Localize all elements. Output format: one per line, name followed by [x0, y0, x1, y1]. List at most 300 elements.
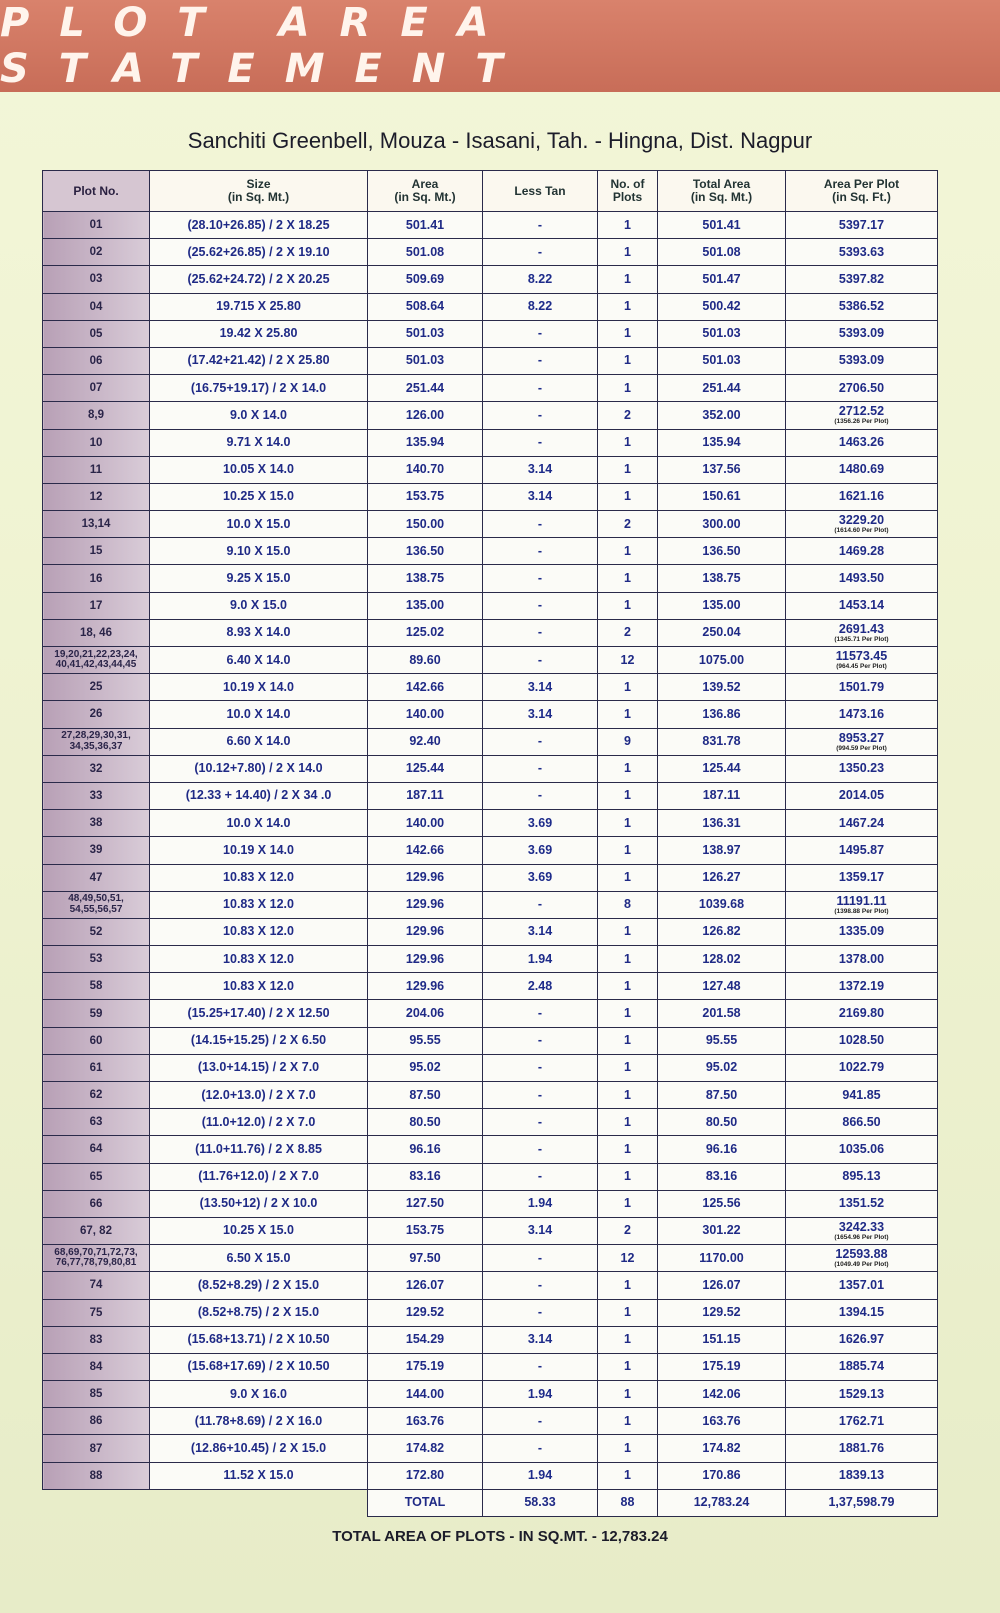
cell-size-text: 10.25 X 15.0 [223, 489, 294, 504]
cell-no-of-plots-text: 1 [624, 978, 631, 993]
cell-less-tan-text: - [537, 1060, 543, 1075]
cell-total-area [658, 1054, 786, 1081]
table-row [43, 728, 938, 755]
cell-no-of-plots [598, 837, 658, 864]
per-plot-note: (1614.60 Per Plot) [834, 527, 889, 535]
cell-less-tan-text: - [537, 407, 543, 422]
cell-area [368, 347, 483, 374]
cell-area-per-plot [786, 1435, 938, 1462]
cell-plot-no [43, 674, 150, 701]
cell-less-tan [483, 1272, 598, 1299]
cell-size-text: (11.78+8.69) / 2 X 16.0 [194, 1413, 323, 1428]
cell-plot-no-text: 19,20,21,22,23,24, 40,41,42,43,44,45 [54, 648, 138, 671]
cell-plot-no-text: 47 [89, 871, 103, 884]
cell-area-per-plot-text: 1881.76 [838, 1440, 885, 1455]
cell-total-area-text: 136.86 [702, 706, 741, 721]
cell-total-area-text: 87.50 [705, 1087, 738, 1102]
cell-area-per-plot-text: 1351.52 [838, 1196, 885, 1211]
cell-no-of-plots-text: 9 [624, 734, 631, 749]
cell-no-of-plots [598, 592, 658, 619]
cell-no-of-plots-text: 1 [624, 598, 631, 613]
cell-plot-no [43, 973, 150, 1000]
cell-no-of-plots [598, 1408, 658, 1435]
cell-area [368, 456, 483, 483]
cell-area-text: 501.03 [405, 353, 445, 368]
cell-plot-no-text: 26 [89, 708, 103, 721]
cell-size [150, 565, 368, 592]
cell-total-area [658, 212, 786, 239]
cell-no-of-plots [598, 728, 658, 755]
cell-plot-no [43, 375, 150, 402]
cell-area-per-plot [786, 1299, 938, 1326]
cell-total-area-text: 136.31 [702, 815, 741, 830]
cell-size-text: 6.50 X 15.0 [226, 1250, 291, 1265]
cell-area-text: 138.75 [405, 570, 445, 585]
cell-less-tan-text: - [537, 570, 543, 585]
cell-total-area-text: 96.16 [705, 1141, 738, 1156]
cell-area [368, 402, 483, 429]
cell-area-per-plot-text: 1378.00 [838, 951, 885, 966]
cell-no-of-plots-text: 1 [624, 1386, 631, 1401]
cell-area [368, 239, 483, 266]
cell-no-of-plots-text: 1 [624, 435, 631, 450]
table-row [43, 918, 938, 945]
cell-area-per-plot-text: 1453.14 [838, 598, 885, 613]
cell-area-per-plot-text: 11573.45 [835, 649, 888, 664]
cell-total-area [658, 1163, 786, 1190]
cell-area-per-plot-text: 1621.16 [838, 489, 885, 504]
cell-less-tan-text: 1.94 [527, 1468, 553, 1483]
cell-plot-no [43, 918, 150, 945]
cell-plot-no [43, 1245, 150, 1272]
cell-area-per-plot-text: 1493.50 [838, 570, 885, 585]
cell-total-area [658, 592, 786, 619]
cell-total-area-text: 1075.00 [698, 652, 745, 667]
cell-total-area [658, 239, 786, 266]
cell-size [150, 347, 368, 374]
cell-area-per-plot-text: 1335.09 [838, 924, 885, 939]
cell-area-per-plot [786, 1462, 938, 1489]
cell-area [368, 1272, 483, 1299]
cell-no-of-plots-text: 1 [624, 1332, 631, 1347]
cell-area-per-plot-text: 1473.16 [838, 706, 885, 721]
cell-area-text: 204.06 [405, 1005, 445, 1020]
cell-less-tan [483, 429, 598, 456]
cell-area-text: 95.55 [409, 1033, 441, 1048]
total-area: 12,783.24 [658, 1489, 786, 1516]
cell-size [150, 266, 368, 293]
cell-size-text: (13.0+14.15) / 2 X 7.0 [197, 1060, 320, 1075]
cell-size [150, 1299, 368, 1326]
cell-area-per-plot [786, 347, 938, 374]
cell-less-tan-text: 3.14 [527, 1332, 553, 1347]
cell-size-text: 9.71 X 14.0 [226, 435, 291, 450]
cell-plot-no [43, 1326, 150, 1353]
cell-total-area [658, 266, 786, 293]
cell-area [368, 1462, 483, 1489]
cell-no-of-plots-text: 1 [624, 299, 631, 314]
cell-area-per-plot-text: 1495.87 [838, 842, 885, 857]
cell-area-text: 126.00 [405, 407, 445, 422]
cell-area-text: 163.76 [405, 1413, 445, 1428]
cell-area-per-plot [786, 619, 938, 646]
cell-area-per-plot-text: 2706.50 [838, 380, 885, 395]
cell-area-per-plot [786, 375, 938, 402]
cell-area-text: 92.40 [409, 734, 441, 749]
cell-area-text: 140.00 [405, 815, 445, 830]
cell-no-of-plots-text: 1 [624, 842, 631, 857]
cell-no-of-plots-text: 1 [624, 788, 631, 803]
cell-total-area-text: 138.97 [702, 842, 741, 857]
cell-less-tan-text: - [537, 788, 543, 803]
cell-area [368, 266, 483, 293]
cell-size-text: (25.62+24.72) / 2 X 20.25 [187, 271, 330, 286]
cell-plot-no [43, 320, 150, 347]
cell-area-text: 96.16 [409, 1141, 441, 1156]
cell-less-tan [483, 619, 598, 646]
cell-no-of-plots [598, 1082, 658, 1109]
cell-no-of-plots-text: 1 [624, 1141, 631, 1156]
cell-total-area [658, 755, 786, 782]
cell-area-per-plot [786, 864, 938, 891]
cell-total-area-text: 142.06 [702, 1386, 741, 1401]
cell-plot-no-text: 74 [89, 1279, 103, 1292]
cell-size [150, 1217, 368, 1244]
cell-area-per-plot [786, 946, 938, 973]
table-row [43, 619, 938, 646]
table-row [43, 1326, 938, 1353]
cell-total-area-text: 251.44 [702, 380, 741, 395]
cell-no-of-plots-text: 12 [620, 652, 635, 667]
cell-size-text: (17.42+21.42) / 2 X 25.80 [187, 353, 330, 368]
cell-plot-no-text: 13,14 [81, 518, 111, 531]
table-row [43, 266, 938, 293]
cell-area [368, 782, 483, 809]
cell-area-per-plot [786, 1027, 938, 1054]
cell-total-area [658, 782, 786, 809]
cell-plot-no [43, 755, 150, 782]
cell-area [368, 375, 483, 402]
cell-area-per-plot-text: 11191.11 [836, 893, 887, 908]
cell-plot-no [43, 1462, 150, 1489]
cell-less-tan [483, 1136, 598, 1163]
cell-total-area-text: 126.07 [702, 1277, 741, 1292]
cell-less-tan-text: - [537, 353, 543, 368]
cell-total-area-text: 126.27 [702, 870, 741, 885]
cell-size [150, 1027, 368, 1054]
cell-area [368, 293, 483, 320]
cell-size [150, 946, 368, 973]
cell-size-text: (15.25+17.40) / 2 X 12.50 [187, 1005, 330, 1020]
cell-plot-no [43, 701, 150, 728]
cell-less-tan [483, 402, 598, 429]
cell-plot-no [43, 1109, 150, 1136]
cell-less-tan [483, 1245, 598, 1272]
cell-total-area-text: 501.08 [702, 244, 741, 259]
cell-total-area-text: 170.86 [702, 1468, 741, 1483]
cell-size [150, 375, 368, 402]
cell-size [150, 755, 368, 782]
cell-size [150, 837, 368, 864]
cell-less-tan [483, 565, 598, 592]
cell-area-text: 95.02 [409, 1060, 441, 1075]
cell-area [368, 810, 483, 837]
table-row [43, 1272, 938, 1299]
cell-no-of-plots [598, 647, 658, 674]
cell-size [150, 810, 368, 837]
cell-size [150, 891, 368, 918]
cell-area [368, 918, 483, 945]
table-row [43, 1245, 938, 1272]
cell-no-of-plots-text: 1 [624, 462, 631, 477]
cell-plot-no [43, 837, 150, 864]
header-less-tan: Less Tan [483, 171, 598, 212]
cell-no-of-plots [598, 565, 658, 592]
cell-no-of-plots [598, 538, 658, 565]
cell-total-area-text: 250.04 [702, 625, 741, 640]
cell-no-of-plots-text: 1 [624, 870, 631, 885]
cell-size-text: 10.83 X 12.0 [223, 924, 294, 939]
cell-no-of-plots-text: 1 [624, 951, 631, 966]
cell-area-per-plot-text: 1480.69 [838, 462, 885, 477]
table-body [43, 212, 938, 1490]
cell-less-tan-text: 1.94 [527, 1386, 553, 1401]
cell-area-per-plot-text: 1022.79 [838, 1060, 885, 1075]
cell-no-of-plots-text: 1 [624, 706, 631, 721]
table-row [43, 347, 938, 374]
cell-less-tan-text: - [537, 1440, 543, 1455]
cell-area [368, 1408, 483, 1435]
cell-size [150, 456, 368, 483]
total-label: TOTAL [368, 1489, 483, 1516]
cell-area-text: 129.96 [405, 978, 445, 993]
cell-less-tan [483, 1462, 598, 1489]
cell-plot-no-text: 53 [89, 953, 103, 966]
cell-area-per-plot [786, 728, 938, 755]
cell-plot-no-text: 67, 82 [80, 1225, 112, 1237]
cell-no-of-plots [598, 619, 658, 646]
cell-no-of-plots [598, 1109, 658, 1136]
cell-area-per-plot [786, 538, 938, 565]
cell-area-per-plot [786, 1190, 938, 1217]
cell-area [368, 1082, 483, 1109]
cell-area [368, 1000, 483, 1027]
cell-less-tan-text: - [537, 734, 543, 749]
cell-less-tan [483, 592, 598, 619]
cell-size [150, 402, 368, 429]
cell-no-of-plots [598, 946, 658, 973]
cell-less-tan-text: - [537, 380, 543, 395]
cell-area-per-plot [786, 1136, 938, 1163]
cell-total-area-text: 135.94 [702, 435, 741, 450]
cell-size [150, 1435, 368, 1462]
cell-less-tan-text: 3.14 [527, 924, 553, 939]
cell-area-per-plot [786, 1272, 938, 1299]
cell-total-area-text: 139.52 [702, 679, 741, 694]
cell-area-text: 172.80 [405, 1468, 445, 1483]
total-area-footer: TOTAL AREA OF PLOTS - IN SQ.MT. - 12,783.24 [332, 1528, 668, 1545]
cell-less-tan-text: 2.48 [527, 978, 553, 993]
cell-total-area-text: 187.11 [702, 788, 741, 803]
cell-size-text: 9.0 X 14.0 [230, 407, 287, 422]
cell-area-per-plot-text: 1394.15 [838, 1305, 885, 1320]
cell-size [150, 1000, 368, 1027]
cell-total-area [658, 511, 786, 538]
cell-area-per-plot-text: 5397.17 [838, 217, 885, 232]
table-row [43, 565, 938, 592]
cell-area-per-plot [786, 891, 938, 918]
cell-total-area-text: 501.47 [702, 271, 741, 286]
cell-area-text: 142.66 [405, 679, 445, 694]
cell-no-of-plots-text: 1 [624, 353, 631, 368]
cell-plot-no-text: 75 [89, 1306, 103, 1319]
cell-size-text: (16.75+19.17) / 2 X 14.0 [190, 380, 327, 395]
cell-total-area [658, 375, 786, 402]
cell-no-of-plots [598, 810, 658, 837]
cell-no-of-plots-text: 1 [624, 326, 631, 341]
cell-area [368, 1054, 483, 1081]
total-blank [43, 1489, 150, 1516]
cell-no-of-plots [598, 1217, 658, 1244]
cell-area [368, 647, 483, 674]
cell-area-per-plot [786, 782, 938, 809]
cell-total-area [658, 864, 786, 891]
cell-size [150, 212, 368, 239]
cell-area-text: 142.66 [405, 842, 445, 857]
cell-no-of-plots-text: 1 [624, 380, 631, 395]
cell-less-tan [483, 1299, 598, 1326]
cell-less-tan [483, 1163, 598, 1190]
cell-area-per-plot [786, 429, 938, 456]
cell-less-tan [483, 810, 598, 837]
cell-size [150, 1353, 368, 1380]
cell-total-area-text: 301.22 [702, 1223, 741, 1238]
cell-size-text: 10.83 X 12.0 [223, 978, 294, 993]
cell-area-per-plot-text: 1467.24 [838, 815, 885, 830]
cell-plot-no-text: 83 [89, 1333, 103, 1346]
table-row [43, 483, 938, 510]
table-row [43, 1136, 938, 1163]
cell-area-per-plot-text: 1028.50 [838, 1033, 885, 1048]
cell-area-per-plot-text: 1762.71 [838, 1413, 885, 1428]
cell-plot-no [43, 1163, 150, 1190]
cell-total-area-text: 137.56 [702, 462, 741, 477]
cell-plot-no-text: 27,28,29,30,31, 34,35,36,37 [61, 730, 131, 752]
cell-plot-no-text: 68,69,70,71,72,73, 76,77,78,79,80,81 [54, 1246, 138, 1269]
cell-size [150, 701, 368, 728]
cell-plot-no [43, 429, 150, 456]
cell-total-area [658, 1000, 786, 1027]
table-row [43, 891, 938, 918]
per-plot-note: (1345.71 Per Plot) [834, 635, 889, 643]
cell-area-per-plot [786, 212, 938, 239]
cell-area-text: 140.00 [405, 706, 445, 721]
cell-no-of-plots [598, 1136, 658, 1163]
cell-less-tan-text: 3.69 [527, 815, 553, 830]
cell-area-text: 136.50 [405, 543, 445, 558]
cell-no-of-plots-text: 1 [624, 1277, 631, 1292]
cell-area-text: 154.29 [405, 1332, 445, 1347]
cell-total-area [658, 619, 786, 646]
cell-area-per-plot-text: 2712.52 [838, 404, 885, 419]
cell-area-text: 140.70 [405, 462, 445, 477]
total-blank [150, 1489, 368, 1516]
cell-area [368, 701, 483, 728]
cell-area-text: 83.16 [409, 1169, 441, 1184]
cell-area-per-plot [786, 837, 938, 864]
cell-plot-no-text: 48,49,50,51, 54,55,56,57 [68, 893, 124, 915]
cell-total-area [658, 1027, 786, 1054]
cell-no-of-plots-text: 2 [624, 625, 631, 640]
cell-plot-no-text: 61 [89, 1061, 103, 1074]
cell-total-area-text: 1170.00 [699, 1250, 744, 1265]
cell-area-text: 509.69 [405, 271, 445, 286]
cell-area-per-plot-text: 5393.09 [838, 326, 885, 341]
cell-plot-no-text: 62 [89, 1089, 103, 1102]
cell-size [150, 864, 368, 891]
cell-area-per-plot-text: 895.13 [842, 1169, 881, 1184]
table-row [43, 429, 938, 456]
cell-less-tan-text: - [537, 897, 543, 912]
cell-area-per-plot [786, 1109, 938, 1136]
cell-total-area [658, 1217, 786, 1244]
cell-total-area [658, 347, 786, 374]
cell-area-text: 251.44 [405, 380, 445, 395]
table-row [43, 1163, 938, 1190]
cell-area [368, 619, 483, 646]
cell-area-text: 127.50 [405, 1196, 445, 1211]
cell-size-text: 10.05 X 14.0 [223, 462, 294, 477]
cell-total-area [658, 402, 786, 429]
cell-plot-no-text: 8,9 [88, 409, 104, 422]
cell-no-of-plots-text: 1 [624, 924, 631, 939]
cell-area-per-plot [786, 456, 938, 483]
table-row [43, 592, 938, 619]
cell-area-text: 125.44 [405, 761, 445, 776]
cell-area-per-plot [786, 1326, 938, 1353]
cell-total-area [658, 538, 786, 565]
cell-area-per-plot [786, 511, 938, 538]
cell-plot-no-text: 01 [89, 219, 103, 232]
cell-no-of-plots-text: 1 [624, 1169, 631, 1184]
cell-no-of-plots [598, 1000, 658, 1027]
cell-less-tan-text: 3.69 [527, 842, 553, 857]
cell-area-per-plot [786, 266, 938, 293]
cell-plot-no [43, 1381, 150, 1408]
cell-less-tan [483, 701, 598, 728]
cell-area [368, 1217, 483, 1244]
plot-area-table [42, 170, 938, 1517]
table-row [43, 1299, 938, 1326]
cell-less-tan-text: - [537, 598, 543, 613]
cell-total-area [658, 1136, 786, 1163]
cell-area-per-plot [786, 1163, 938, 1190]
cell-less-tan [483, 1000, 598, 1027]
cell-less-tan [483, 1408, 598, 1435]
cell-area-text: 150.00 [405, 516, 445, 531]
cell-size [150, 320, 368, 347]
cell-area-per-plot-text: 1035.06 [838, 1141, 885, 1156]
cell-less-tan-text: 3.14 [527, 706, 553, 721]
cell-no-of-plots-text: 1 [624, 271, 631, 286]
cell-size [150, 1462, 368, 1489]
cell-area-text: 174.82 [405, 1440, 445, 1455]
cell-less-tan [483, 647, 598, 674]
cell-less-tan [483, 1435, 598, 1462]
cell-total-area-text: 151.15 [702, 1332, 741, 1347]
cell-total-area [658, 1245, 786, 1272]
cell-plot-no [43, 782, 150, 809]
